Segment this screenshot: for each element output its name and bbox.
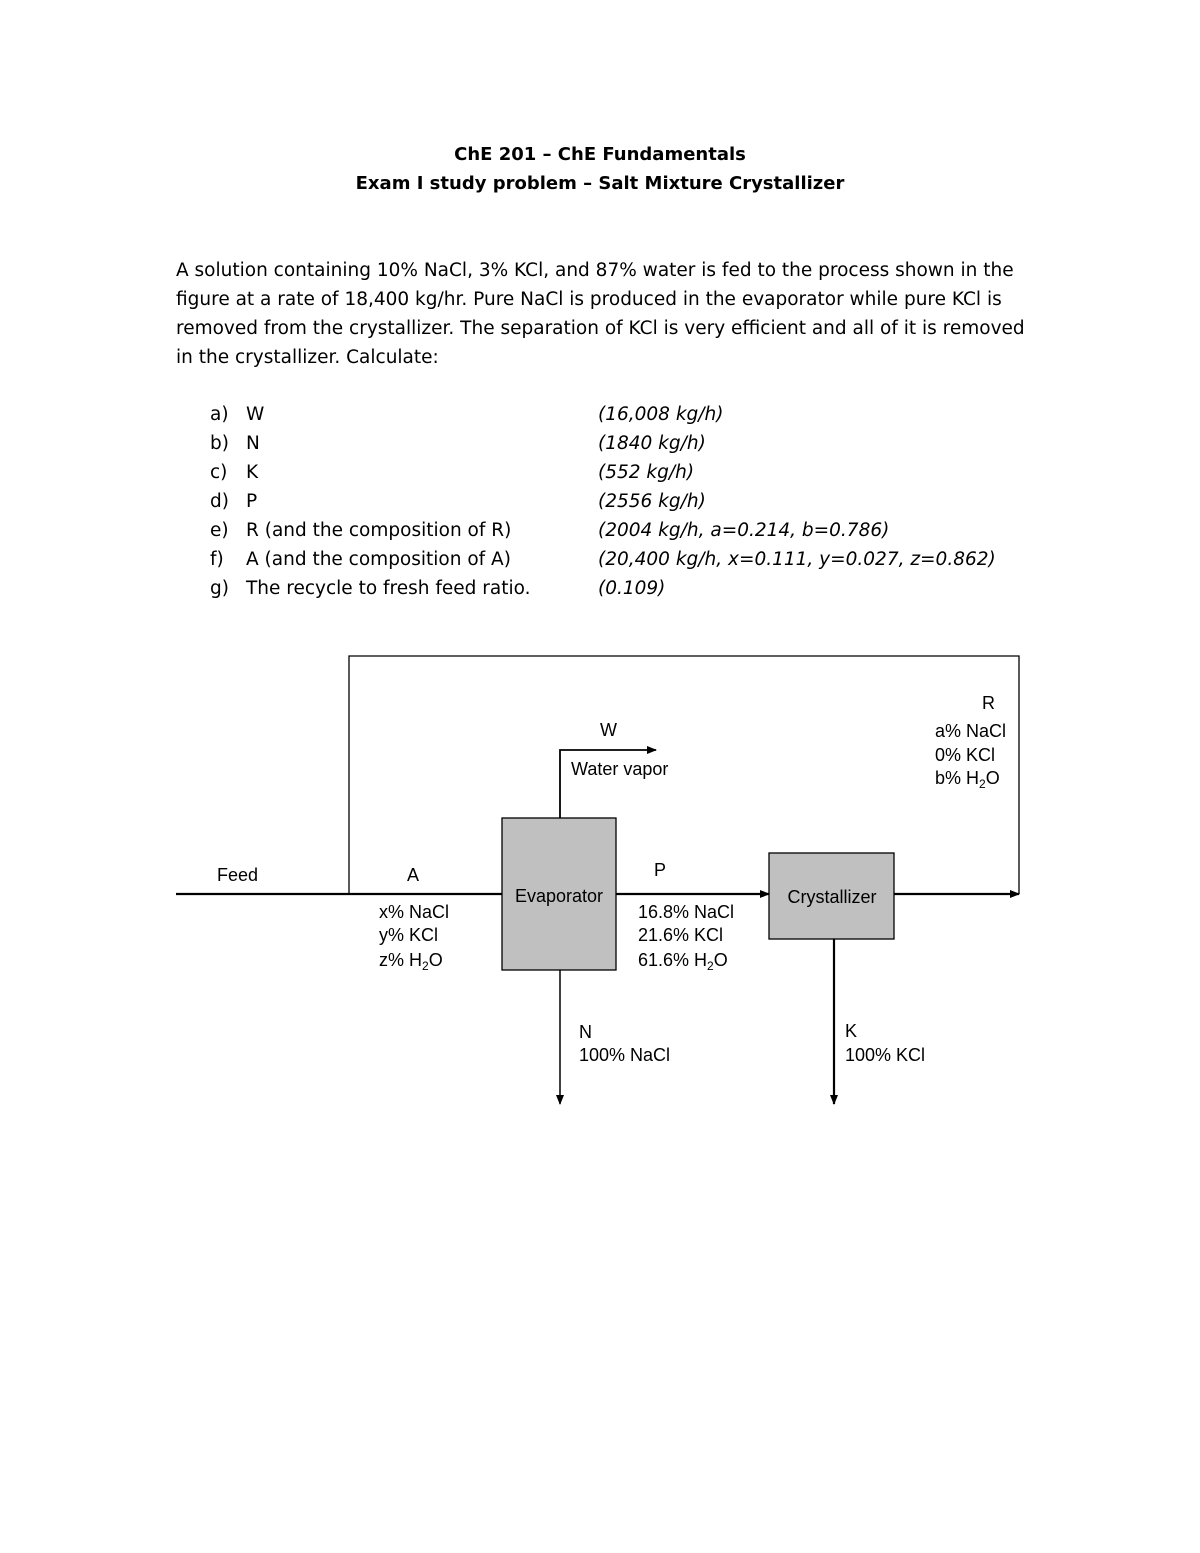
question-letter: a) xyxy=(210,404,229,425)
stream-p-kcl: 21.6% KCl xyxy=(638,925,724,945)
question-answer: (1840 kg/h) xyxy=(598,433,706,454)
question-letter: d) xyxy=(210,491,229,512)
stream-r-h2o: b% $H_2O$ xyxy=(935,768,1000,791)
stream-w-desc: Water vapor xyxy=(571,759,669,779)
recycle-stream-line xyxy=(349,656,1019,894)
stream-r-kcl: 0% KCl xyxy=(935,745,996,765)
stream-a-kcl: y% KCl xyxy=(379,925,439,945)
question-letter: g) xyxy=(210,578,229,599)
stream-a-label: A xyxy=(407,865,420,885)
stream-p-label: P xyxy=(654,860,667,880)
problem-statement: A solution containing 10% NaCl, 3% KCl, and 87% water is fed to the process shown in the figure at a rate of 18,400 kg/hr. Pure NaCl is produced in the evaporator while pure KCl is removed from the crystallizer. The separation of KCl is very efficient and all of it is removed in the crystallizer. Calculate: xyxy=(176,260,1025,368)
question-answer: (20,400 kg/h, x=0.111, y=0.027, z=0.862) xyxy=(598,549,996,570)
question-answer: (0.109) xyxy=(598,578,666,599)
problem-title: Exam I study problem – Salt Mixture Crystallizer xyxy=(355,173,845,194)
question-text: N xyxy=(246,433,260,454)
question-letter: e) xyxy=(210,520,229,541)
stream-n-label: N xyxy=(579,1022,592,1042)
crystallizer-label: Crystallizer xyxy=(787,887,877,907)
question-letter: c) xyxy=(210,462,228,483)
question-answer: (16,008 kg/h) xyxy=(598,404,724,425)
course-title: ChE 201 – ChE Fundamentals xyxy=(454,144,746,165)
question-text: W xyxy=(246,404,265,425)
feed-label: Feed xyxy=(217,865,259,885)
stream-a-h2o: z% $H_2O$ xyxy=(379,950,443,973)
stream-a-nacl: x% NaCl xyxy=(379,902,450,922)
question-letter: f) xyxy=(210,549,224,570)
stream-p-h2o: 61.6% $H_2O$ xyxy=(638,950,728,973)
stream-p-nacl: 16.8% NaCl xyxy=(638,902,735,922)
stream-k-label: K xyxy=(845,1021,858,1041)
question-answer: (2556 kg/h) xyxy=(598,491,706,512)
question-text: R (and the composition of R) xyxy=(246,520,512,541)
question-text: A (and the composition of A) xyxy=(246,549,511,570)
evaporator-label: Evaporator xyxy=(514,886,604,906)
question-text: P xyxy=(246,491,258,512)
stream-r-nacl: a% NaCl xyxy=(935,721,1007,741)
question-answer: (2004 kg/h, a=0.214, b=0.786) xyxy=(598,520,890,541)
question-letter: b) xyxy=(210,433,229,454)
stream-w-label: W xyxy=(600,720,617,740)
question-text: K xyxy=(246,462,259,483)
stream-n-desc: 100% NaCl xyxy=(579,1045,671,1065)
question-text: The recycle to fresh feed ratio. xyxy=(246,578,531,599)
question-answer: (552 kg/h) xyxy=(598,462,695,483)
stream-r-label: R xyxy=(982,693,995,713)
stream-k-desc: 100% KCl xyxy=(845,1045,926,1065)
